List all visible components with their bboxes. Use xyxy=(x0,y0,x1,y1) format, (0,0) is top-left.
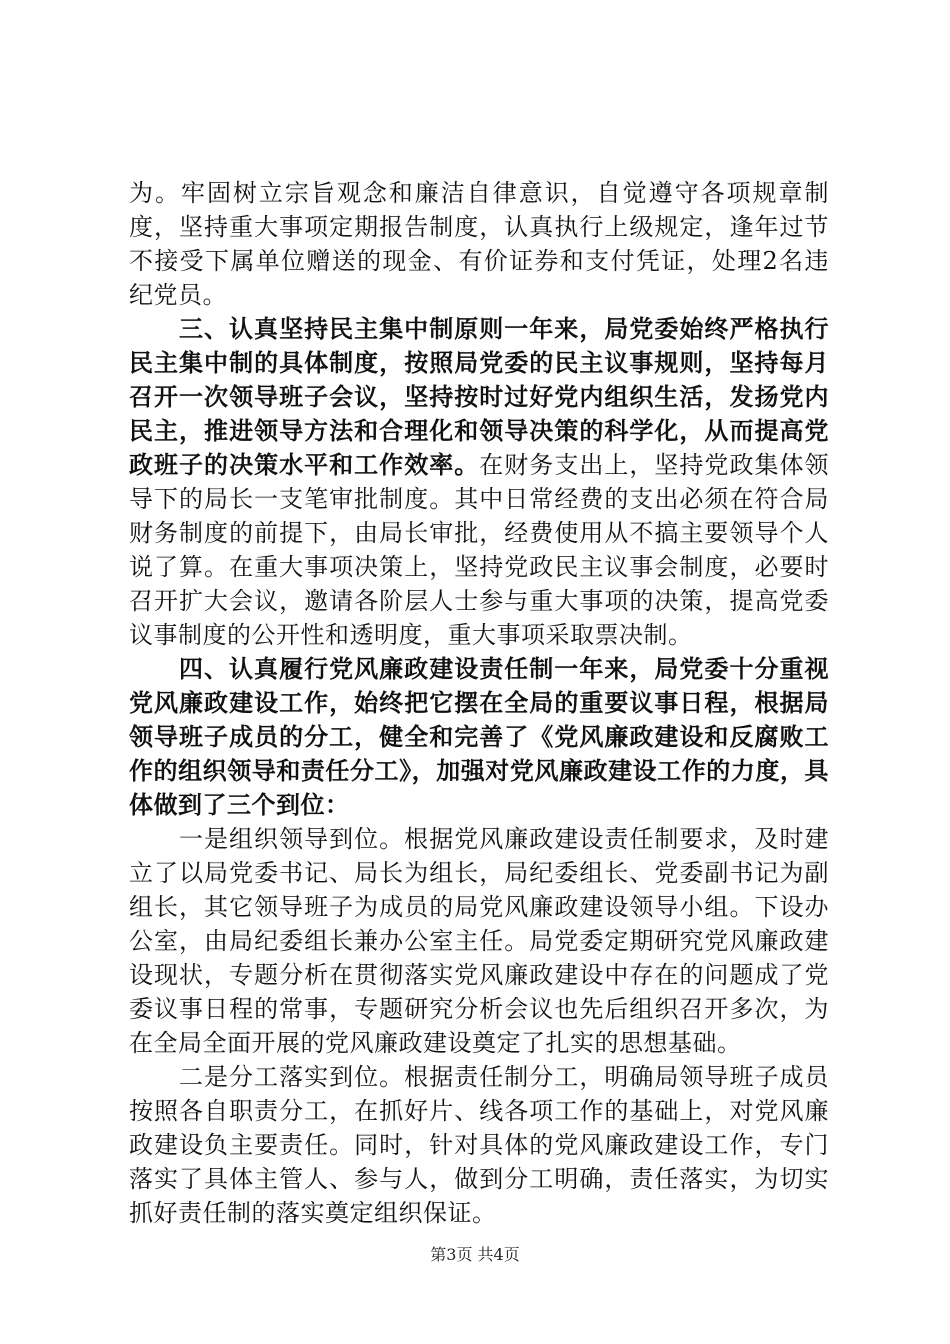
document-body xyxy=(129,176,829,1230)
paragraph-4 xyxy=(129,822,829,1060)
paragraph-2-heading: 三、认真坚持民主集中制原则一年来，局党委始终严格执行民主集中制的具体制度，按照局党委的民主议事规则，坚持每月召开一次领导班子会议，坚持按时过好党内组织生活，发扬党内民主，推进领导方法和合理化和领导决策的科学化，从而提高党政班子的决策水平和工作效率。 xyxy=(129,314,829,479)
paragraph-3-heading: 四、认真履行党风廉政建设责任制一年来，局党委十分重视党风廉政建设工作，始终把它摆在全局的重要议事日程，根据局领导班子成员的分工，健全和完善了《党风廉政建设和反腐败工作的组织领导和责任分工》，加强对党风廉政建设工作的力度，具体做到了三个到位： xyxy=(129,654,829,819)
page-number-footer: 第3页 共4页 xyxy=(430,1245,520,1264)
paragraph-4-text: 一是组织领导到位。根据党风廉政建设责任制要求，及时建立了以局党委书记、局长为组长，局纪委组长、党委副书记为副组长，其它领导班子为成员的局党风廉政建设领导小组。下设办公室，由局纪委组长兼办公室主任。局党委定期研究党风廉政建设现状，专题分析在贯彻落实党风廉政建设中存在的问题成了党委议事日程的常事，专题研究分析会议也先后组织召开多次，为在全局全面开展的党风廉政建设奠定了扎实的思想基础。 xyxy=(129,825,829,1057)
paragraph-3 xyxy=(129,652,829,822)
paragraph-5-text: 二是分工落实到位。根据责任制分工，明确局领导班子成员按照各自职责分工，在抓好片、线各项工作的基础上，对党风廉政建设负主要责任。同时，针对具体的党风廉政建设工作，专门落实了具体主管人、参与人，做到分工明确，责任落实，为切实抓好责任制的落实奠定组织保证。 xyxy=(129,1063,829,1227)
paragraph-5 xyxy=(129,1060,829,1230)
paragraph-2 xyxy=(129,312,829,652)
paragraph-1-text: 为。牢固树立宗旨观念和廉洁自律意识，自觉遵守各项规章制度，坚持重大事项定期报告制度，认真执行上级规定，逢年过节不接受下属单位赠送的现金、有价证券和支付凭证，处理2名违纪党员。 xyxy=(129,179,829,309)
paragraph-1 xyxy=(129,176,829,312)
paragraph-2-text: 在财务支出上，坚持党政集体领导下的局长一支笔审批制度。其中日常经费的支出必须在符合局财务制度的前提下，由局长审批，经费使用从不搞主要领导个人说了算。在重大事项决策上，坚持党政民主议事会制度，必要时召开扩大会议，邀请各阶层人士参与重大事项的决策，提高党委议事制度的公开性和透明度，重大事项采取票决制。 xyxy=(129,451,830,649)
